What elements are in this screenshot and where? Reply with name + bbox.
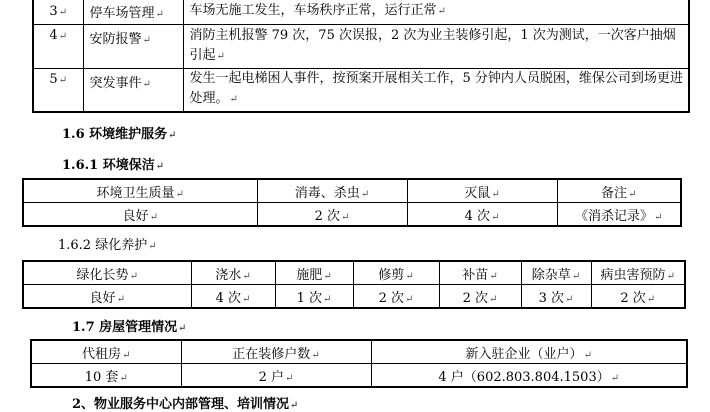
table-row: [33, 68, 689, 112]
table-cell: 4 次↵: [407, 203, 557, 227]
cleaning-table: [22, 178, 682, 227]
table-cell: 良好↵: [23, 285, 191, 309]
incident-num: 3↵: [33, 0, 83, 24]
table-cell: 4 户（602.803.804.1503）↵: [371, 364, 687, 388]
table-header-row: [23, 261, 685, 285]
column-header: 新入驻企业（业户）↵: [371, 340, 687, 364]
column-header: 灭鼠↵: [407, 179, 557, 203]
table-cell: 1 次↵: [275, 285, 353, 309]
table-cell: 2 次↵: [591, 285, 685, 309]
table-cell: 4 次↵: [191, 285, 275, 309]
incident-detail: 发生一起电梯困人事件，按预案开展相关工作，5 分钟内人员脱困，维保公司到场更进处理。↵: [183, 68, 689, 112]
column-header: 正在装修户数↵: [181, 340, 371, 364]
incident-category: 停车场管理↵: [83, 0, 183, 24]
table-row: [33, 24, 689, 68]
table-header-row: [23, 179, 681, 203]
incident-num: 5↵: [33, 68, 83, 112]
subsection-heading: 1.6.2 绿化养护↵: [58, 238, 157, 253]
table-cell: 《消杀记录》↵: [557, 203, 681, 227]
table-cell: 3 次↵: [521, 285, 591, 309]
column-header: 施肥↵: [275, 261, 353, 285]
table-row: [23, 203, 681, 227]
section-heading: 1.7 房屋管理情况↵: [72, 320, 187, 335]
section-heading: 2、物业服务中心内部管理、培训情况↵: [72, 397, 299, 412]
table-cell: 良好↵: [23, 203, 257, 227]
table-cell: 2 次↵: [439, 285, 521, 309]
column-header: 消毒、杀虫↵: [257, 179, 407, 203]
table-cell: 2 次↵: [257, 203, 407, 227]
column-header: 环境卫生质量↵: [23, 179, 257, 203]
table-cell: 10 套↵: [31, 364, 181, 388]
greening-table: [22, 260, 686, 309]
incident-category: 突发事件↵: [83, 68, 183, 112]
incident-detail: 车场无施工发生，车场秩序正常，运行正常↵: [183, 0, 689, 24]
table-header-row: [31, 340, 687, 364]
column-header: 修剪↵: [353, 261, 439, 285]
table-cell: 2 次↵: [353, 285, 439, 309]
column-header: 代租房↵: [31, 340, 181, 364]
table-cell: 2 户↵: [181, 364, 371, 388]
column-header: 浇水↵: [191, 261, 275, 285]
incident-table: [32, 0, 690, 113]
column-header: 补苗↵: [439, 261, 521, 285]
table-row: [23, 285, 685, 309]
housing-table: [30, 339, 688, 388]
incident-detail: 消防主机报警 79 次，75 次误报，2 次为业主装修引起，1 次为测试，一次客户抽烟引起↵: [183, 24, 689, 68]
incident-num: 4↵: [33, 24, 83, 68]
column-header: 备注↵: [557, 179, 681, 203]
column-header: 绿化长势↵: [23, 261, 191, 285]
column-header: 除杂草↵: [521, 261, 591, 285]
incident-category: 安防报警↵: [83, 24, 183, 68]
table-row: [31, 364, 687, 388]
table-row: [33, 0, 689, 24]
column-header: 病虫害预防↵: [591, 261, 685, 285]
subsection-heading: 1.6.1 环境保洁↵: [62, 158, 165, 173]
section-heading: 1.6 环境维护服务↵: [62, 127, 177, 142]
